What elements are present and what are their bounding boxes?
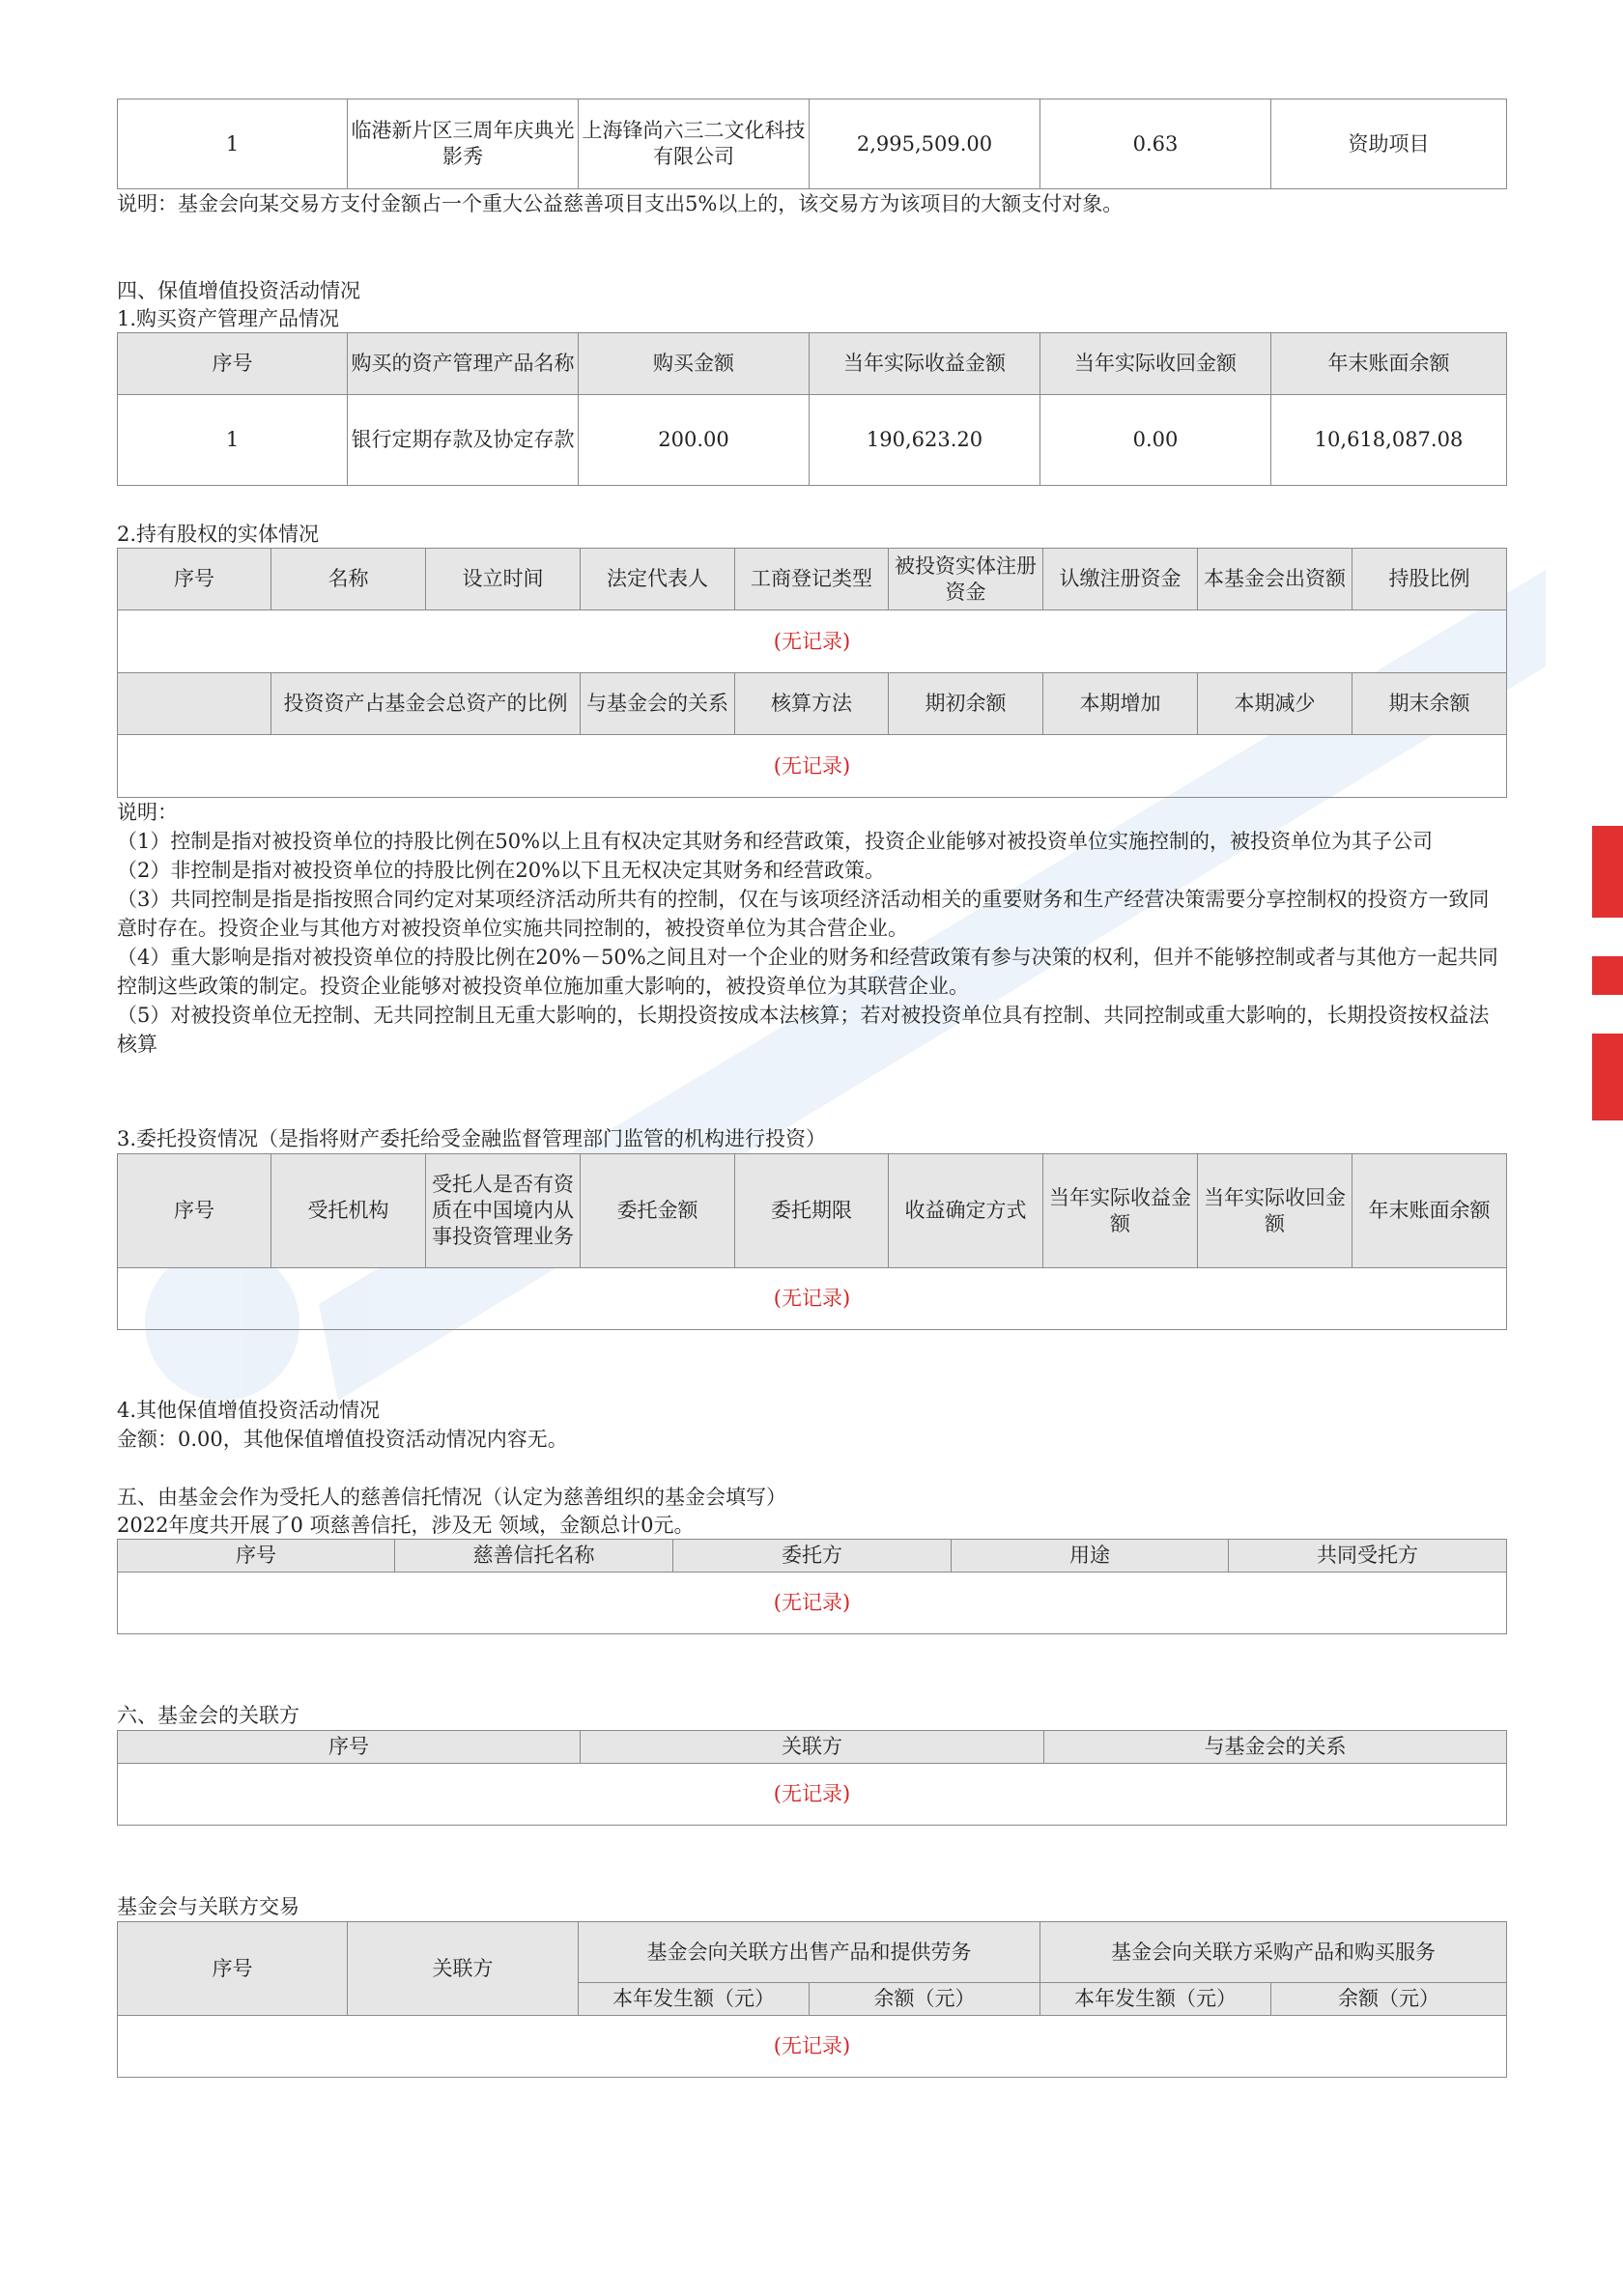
column-header: 期初余额 — [889, 673, 1043, 735]
column-header: 序号 — [118, 333, 348, 395]
column-header: 当年实际收回金额 — [1198, 1154, 1352, 1268]
column-header: 当年实际收益金额 — [1043, 1154, 1198, 1268]
column-header: 被投资实体注册资金 — [889, 549, 1043, 610]
column-header: 设立时间 — [426, 549, 581, 610]
related-party-table — [117, 1730, 1507, 1826]
column-header: 本期增加 — [1043, 673, 1198, 735]
cell: 资助项目 — [1271, 99, 1507, 189]
no-record-text: (无记录) — [118, 1268, 1507, 1330]
column-header: 序号 — [118, 1154, 271, 1268]
column-header: 受托人是否有资质在中国境内从事投资管理业务 — [426, 1154, 581, 1268]
column-header: 序号 — [118, 1540, 395, 1573]
column-header: 基金会向关联方出售产品和提供劳务 — [579, 1922, 1040, 1983]
no-record-row — [118, 2016, 1507, 2078]
cell: 10,618,087.08 — [1271, 395, 1507, 486]
no-record-text: (无记录) — [118, 2016, 1507, 2078]
section-4-3-title: 3.委托投资情况（是指将财产委托给受金融监督管理部门监管的机构进行投资） — [117, 1127, 827, 1150]
column-header: 购买金额 — [579, 333, 810, 395]
red-stamp-edge — [1592, 826, 1623, 918]
column-header: 本基金会出资额 — [1198, 549, 1352, 610]
no-record-text: (无记录) — [118, 610, 1507, 673]
column-header — [118, 673, 271, 735]
cell: 0.00 — [1040, 395, 1271, 486]
red-stamp-edge — [1592, 956, 1623, 995]
section-4-2-title: 2.持有股权的实体情况 — [117, 523, 320, 546]
column-header: 共同受托方 — [1229, 1540, 1507, 1573]
note-item: （5）对被投资单位无控制、无共同控制且无重大影响的，长期投资按成本法核算；若对被投资单位具有控制、共同控制或重大影响的，长期投资按权益法核算 — [117, 1004, 1490, 1056]
column-header: 核算方法 — [735, 673, 889, 735]
table-header-row — [118, 1922, 1507, 1983]
note-item: （2）非控制是指对被投资单位的持股比例在20%以下且无权决定其财务和经营政策。 — [117, 859, 886, 882]
large-payment-table — [117, 99, 1507, 189]
charity-trust-summary: 2022年度共开展了0 项慈善信托，涉及无 领域，金额总计0元。 — [117, 1514, 695, 1537]
column-header: 余额（元） — [810, 1983, 1040, 2016]
entrusted-investment-table — [117, 1153, 1507, 1330]
column-header: 本年发生额（元） — [579, 1983, 810, 2016]
column-header: 法定代表人 — [581, 549, 735, 610]
cell: 银行定期存款及协定存款 — [348, 395, 579, 486]
column-header: 持股比例 — [1352, 549, 1507, 610]
column-header: 与基金会的关系 — [1044, 1731, 1507, 1764]
column-header: 购买的资产管理产品名称 — [348, 333, 579, 395]
no-record-row — [118, 1764, 1507, 1826]
large-payment-note: 说明：基金会向某交易方支付金额占一个重大公益慈善项目支出5%以上的，该交易方为该项目的大额支付对象。 — [117, 192, 1124, 215]
no-record-row — [118, 610, 1507, 673]
column-header: 关联方 — [348, 1922, 579, 2016]
section-7-title: 基金会与关联方交易 — [117, 1895, 299, 1918]
red-stamp-edge — [1592, 1034, 1623, 1120]
column-header: 用途 — [952, 1540, 1229, 1573]
section-6-title: 六、基金会的关联方 — [117, 1704, 299, 1727]
column-header: 本年发生额（元） — [1040, 1983, 1271, 2016]
table-header-row — [118, 333, 1507, 395]
column-header: 委托期限 — [735, 1154, 889, 1268]
page-content — [117, 99, 1506, 2078]
no-record-row — [118, 1573, 1507, 1634]
cell: 临港新片区三周年庆典光影秀 — [348, 99, 579, 189]
cell: 200.00 — [579, 395, 810, 486]
column-header: 受托机构 — [271, 1154, 426, 1268]
cell: 190,623.20 — [810, 395, 1040, 486]
note-item: （3）共同控制是指是指按照合同约定对某项经济活动所共有的控制，仅在与该项经济活动相关的重要财务和生产经营决策需要分享控制权的投资方一致同意时存在。投资企业与其他方对被投资单位实施共同控制的，被投资单位为其合营企业。 — [117, 888, 1490, 940]
cell: 0.63 — [1040, 99, 1271, 189]
section-5-title: 五、由基金会作为受托人的慈善信托情况（认定为慈善组织的基金会填写） — [117, 1486, 786, 1509]
section-4-1-title: 1.购买资产管理产品情况 — [117, 307, 340, 330]
column-header: 关联方 — [581, 1731, 1044, 1764]
table-header-row — [118, 673, 1507, 735]
column-header: 认缴注册资金 — [1043, 549, 1198, 610]
column-header: 基金会向关联方采购产品和购买服务 — [1040, 1922, 1507, 1983]
column-header: 委托金额 — [581, 1154, 735, 1268]
section-4-title: 四、保值增值投资活动情况 — [117, 279, 360, 302]
table-header-row — [118, 1154, 1507, 1268]
column-header: 序号 — [118, 1922, 348, 2016]
cell: 上海锋尚六三二文化科技有限公司 — [579, 99, 810, 189]
table-row — [118, 395, 1507, 486]
no-record-row — [118, 1268, 1507, 1330]
no-record-text: (无记录) — [118, 1573, 1507, 1634]
column-header: 年末账面余额 — [1352, 1154, 1507, 1268]
column-header: 慈善信托名称 — [395, 1540, 673, 1573]
column-header: 当年实际收回金额 — [1040, 333, 1271, 395]
table-row — [118, 99, 1507, 189]
column-header: 工商登记类型 — [735, 549, 889, 610]
table-header-row — [118, 549, 1507, 610]
cell: 1 — [118, 99, 348, 189]
asset-management-table — [117, 332, 1507, 486]
notes-heading: 说明： — [117, 801, 178, 824]
note-item: （1）控制是指对被投资单位的持股比例在50%以上且有权决定其财务和经营政策，投资企业能够对被投资单位实施控制的，被投资单位为其子公司 — [117, 830, 1434, 853]
related-party-transaction-table — [117, 1921, 1507, 2078]
column-header: 本期减少 — [1198, 673, 1352, 735]
table-header-row — [118, 1540, 1507, 1573]
column-header: 名称 — [271, 549, 426, 610]
column-header: 收益确定方式 — [889, 1154, 1043, 1268]
no-record-text: (无记录) — [118, 735, 1507, 798]
column-header: 序号 — [118, 549, 271, 610]
column-header: 期末余额 — [1352, 673, 1507, 735]
note-item: （4）重大影响是指对被投资单位的持股比例在20%－50%之间且对一个企业的财务和经营政策有参与决策的权利，但并不能够控制或者与其他方一起共同控制这些政策的制定。投资企业能够对被投资单位施加重大影响的，被投资单位为其联营企业。 — [117, 946, 1498, 998]
cell: 2,995,509.00 — [810, 99, 1040, 189]
charity-trust-table — [117, 1539, 1507, 1634]
no-record-row — [118, 735, 1507, 798]
column-header: 当年实际收益金额 — [810, 333, 1040, 395]
column-header: 年末账面余额 — [1271, 333, 1507, 395]
equity-entity-table — [117, 548, 1507, 798]
equity-notes — [117, 798, 1506, 1059]
column-header: 余额（元） — [1271, 1983, 1507, 2016]
table-header-row — [118, 1731, 1507, 1764]
section-4-4-title: 4.其他保值增值投资活动情况 — [117, 1399, 381, 1422]
column-header: 委托方 — [673, 1540, 952, 1573]
no-record-text: (无记录) — [118, 1764, 1507, 1826]
other-investment-text: 金额：0.00，其他保值增值投资活动情况内容无。 — [117, 1428, 568, 1451]
column-header: 与基金会的关系 — [581, 673, 735, 735]
column-header: 序号 — [118, 1731, 581, 1764]
column-header: 投资资产占基金会总资产的比例 — [271, 673, 581, 735]
cell: 1 — [118, 395, 348, 486]
